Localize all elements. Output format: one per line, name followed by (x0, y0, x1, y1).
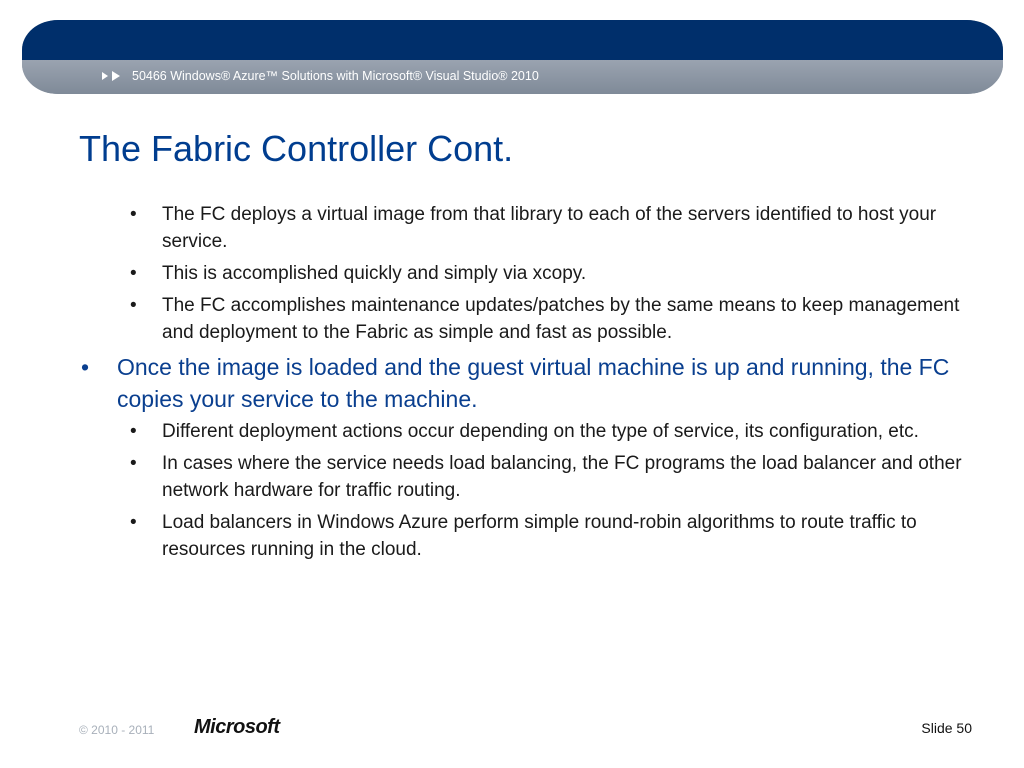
bullet-dot: • (81, 354, 90, 380)
bullet-text: Once the image is loaded and the guest virtual machine is up and running, the FC copies your service to the machine. (117, 354, 950, 412)
bullet-level2 (78, 509, 978, 563)
header-banner-top (22, 20, 1003, 60)
bullet-level2 (78, 201, 978, 255)
bullet-text: This is accomplished quickly and simply via xcopy. (162, 263, 587, 284)
bullet-dot: • (130, 263, 137, 284)
slide-number: Slide 50 (921, 720, 972, 736)
bullet-text: In cases where the service needs load balancing, the FC programs the load balancer and other network hardware for traffic routing. (162, 453, 962, 501)
bullet-level2 (78, 450, 978, 504)
bullet-level2 (78, 418, 978, 445)
bullet-dot: • (130, 295, 137, 316)
bullet-level2 (78, 292, 978, 346)
bullet-dot: • (130, 512, 137, 533)
bullet-level2 (78, 260, 978, 287)
course-title: 50466 Windows® Azure™ Solutions with Microsoft® Visual Studio® 2010 (132, 69, 539, 83)
slide-title: The Fabric Controller Cont. (79, 128, 514, 169)
bullet-dot: • (130, 421, 137, 442)
bullet-text: The FC deploys a virtual image from that library to each of the servers identified to host your service. (162, 204, 937, 252)
bullet-level1 (78, 351, 978, 415)
course-title-bar (102, 66, 539, 86)
bullet-text: Load balancers in Windows Azure perform simple round-robin algorithms to route traffic to resources running in the cloud. (162, 512, 917, 560)
bullet-text: The FC accomplishes maintenance updates/patches by the same means to keep management and deployment to the Fabric as simple and fast as possible. (162, 295, 960, 343)
microsoft-logo-text: Microsoft (194, 716, 280, 738)
nav-arrows-icon (102, 71, 120, 81)
bullet-text: Different deployment actions occur depending on the type of service, its configuration, etc. (162, 421, 919, 442)
bullet-dot: • (130, 204, 137, 225)
microsoft-logo (194, 716, 280, 739)
bullet-dot: • (130, 453, 137, 474)
bullet-list (78, 201, 978, 568)
footer-copyright: © 2010 - 2011 (79, 723, 155, 737)
